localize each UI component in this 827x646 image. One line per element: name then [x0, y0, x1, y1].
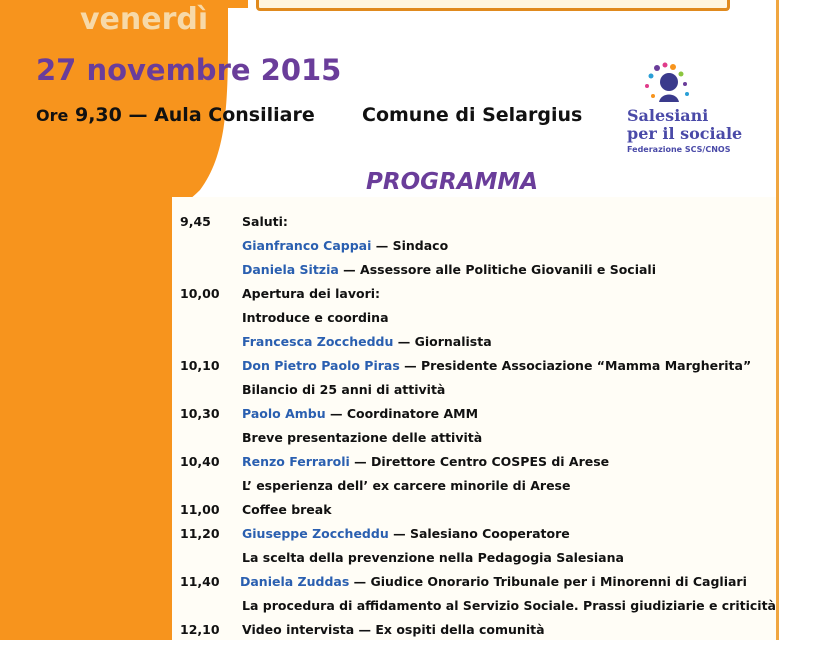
program-text: Introduce e coordina	[242, 310, 389, 325]
program-text: Apertura dei lavori:	[242, 286, 381, 301]
program-content	[242, 334, 492, 349]
logo-line-3: Federazione SCS/CNOS	[627, 145, 731, 154]
program-content	[242, 382, 445, 397]
program-content	[242, 598, 776, 613]
program-time: 11,00	[180, 502, 220, 517]
program-text: Video intervista — Ex ospiti della comunità	[242, 622, 545, 637]
program-time: 10,10	[180, 358, 220, 373]
program-text: La procedura di affidamento al Servizio Sociale. Prassi giudiziarie e criticità	[242, 598, 776, 613]
speaker-name: Daniela Sitzia	[242, 262, 339, 277]
time-venue-text: 9,30 — Aula Consiliare	[74, 104, 315, 126]
program-list	[172, 197, 776, 640]
logo-line-2: per il sociale	[627, 124, 743, 143]
top-title-box	[256, 0, 730, 11]
program-text: Bilancio di 25 anni di attività	[242, 382, 446, 397]
program-row	[172, 262, 812, 286]
program-text: Saluti:	[242, 214, 288, 229]
program-row	[172, 526, 812, 550]
program-content	[242, 238, 448, 253]
program-time: 10,30	[180, 406, 220, 421]
program-content	[242, 454, 609, 469]
program-text: — Sindaco	[371, 238, 449, 253]
speaker-name: Renzo Ferraroli	[242, 454, 350, 469]
program-text: — Coordinatore AMM	[325, 406, 479, 421]
speaker-name: Giuseppe Zoccheddu	[242, 526, 389, 541]
program-content	[242, 406, 478, 421]
event-time-venue	[36, 104, 315, 126]
program-time: 10,40	[180, 454, 220, 469]
program-time: 12,10	[180, 622, 220, 637]
event-comune: Comune di Selargius	[362, 104, 583, 126]
program-row	[172, 238, 812, 262]
program-text: — Giudice Onorario Tribunale per i Minorenni di Cagliari	[349, 574, 747, 589]
program-row	[172, 550, 812, 574]
program-row	[172, 358, 812, 382]
speaker-name: Gianfranco Cappai	[242, 238, 372, 253]
programma-title: PROGRAMMA	[366, 169, 539, 195]
program-text: Breve presentazione delle attività	[242, 430, 483, 445]
time-prefix: Ore	[36, 106, 69, 125]
program-content	[242, 286, 380, 301]
speaker-name: Paolo Ambu	[242, 406, 326, 421]
program-row	[172, 502, 812, 526]
program-row	[172, 454, 812, 478]
logo-figure-icon	[613, 58, 725, 108]
program-content	[242, 430, 482, 445]
program-row	[172, 334, 812, 358]
program-text: — Direttore Centro COSPES di Arese	[349, 454, 610, 469]
program-row	[172, 478, 812, 502]
program-content	[242, 478, 570, 493]
program-text: — Salesiano Cooperatore	[388, 526, 570, 541]
program-row	[172, 622, 812, 646]
program-content	[242, 358, 751, 373]
program-text: — Assessore alle Politiche Giovanili e Sociali	[338, 262, 656, 277]
program-row	[172, 430, 812, 454]
program-content	[242, 310, 389, 325]
program-content	[242, 622, 545, 637]
event-date: 27 novembre 2015	[36, 53, 342, 87]
program-content	[242, 526, 570, 541]
event-day: venerdì	[80, 2, 209, 37]
speaker-name: Daniela Zuddas	[240, 574, 350, 589]
program-content	[242, 214, 288, 229]
program-row	[172, 382, 812, 406]
program-content	[242, 502, 332, 517]
program-content	[242, 262, 656, 277]
program-row	[172, 214, 812, 238]
program-text: — Giornalista	[393, 334, 492, 349]
speaker-name: Francesca Zoccheddu	[242, 334, 394, 349]
program-content	[240, 574, 747, 589]
program-time: 11,40	[180, 574, 220, 589]
program-time: 10,00	[180, 286, 220, 301]
program-text: La scelta della prevenzione nella Pedagogia Salesiana	[242, 550, 624, 565]
program-row	[172, 598, 812, 622]
program-time: 9,45	[180, 214, 211, 229]
program-row	[172, 286, 812, 310]
program-text: — Presidente Associazione “Mamma Margherita”	[399, 358, 752, 373]
program-row	[172, 310, 812, 334]
program-text: Coffee break	[242, 502, 332, 517]
program-row	[172, 406, 812, 430]
program-row	[172, 574, 812, 598]
logo-line-1: Salesiani	[627, 106, 709, 125]
program-content	[242, 550, 624, 565]
program-text: L’ esperienza dell’ ex carcere minorile di Arese	[242, 478, 571, 493]
program-time: 11,20	[180, 526, 220, 541]
speaker-name: Don Pietro Paolo Piras	[242, 358, 400, 373]
